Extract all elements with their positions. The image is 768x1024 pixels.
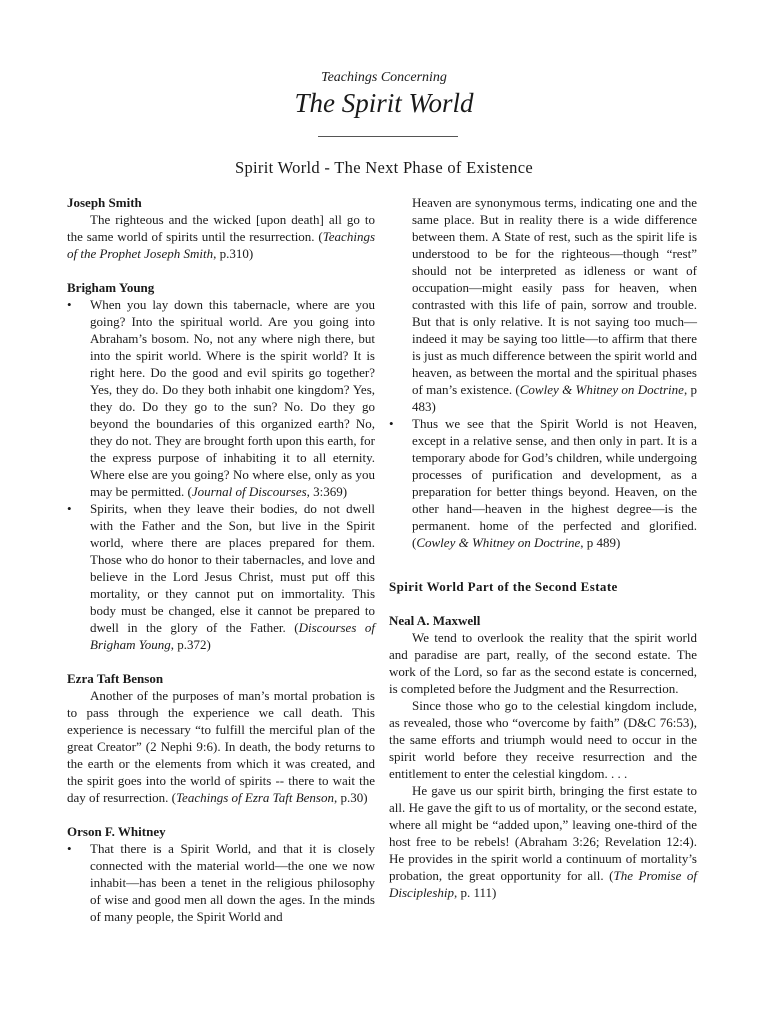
title-divider [318, 136, 458, 137]
citation: Cowley & Whitney on Doctrine [416, 535, 581, 550]
bullet-icon: • [67, 841, 72, 856]
quote-ezra-taft-benson: Another of the purposes of man’s mortal probation is to pass through the experience we call death. This experience is necessary “to fulfill the merciful plan of the great Creator” (2 Nephi 9:6). In death, the body returns to the earth or the elements from which it was created, and the spirit goes into the world of spirits -- there to wait the day of resurrection. (Teachings of Ezra Taft Benson, p.30) [67, 688, 375, 805]
citation: Teachings of Ezra Taft Benson [176, 790, 334, 805]
author-joseph-smith: Joseph Smith [67, 195, 142, 210]
author-neal-maxwell: Neal A. Maxwell [389, 613, 481, 628]
bullet-icon: • [67, 297, 72, 312]
supertitle: Teachings Concerning [321, 70, 447, 85]
right-column [389, 194, 697, 901]
author-brigham-young: Brigham Young [67, 280, 155, 295]
quote-neal-maxwell-3: He gave us our spirit birth, bringing the first estate to all. He gave the gift to us of mortality, or the second estate, where all might be “added upon,” leaving one-third of the host free to be rebels! (Abraham 3:26; Revelation 12:4). He provides in the spirit world a continuum of mortality’s probation, the great opportunity for all. (The Promise of Discipleship, p. 111) [389, 783, 697, 900]
quote-neal-maxwell-1: We tend to overlook the reality that the spirit world and paradise are part, really, of the second estate. The work of the Lord, so far as the second estate is concerned, is completed before the Judgment and the Resurrection. [389, 630, 697, 696]
section-heading-second-estate: Spirit World Part of the Second Estate [389, 579, 618, 594]
left-column [67, 194, 375, 925]
quote-neal-maxwell-2: Since those who go to the celestial kingdom include, as revealed, those who “overcome by faith” (D&C 76:53), the same efforts and triumph would need to occur in the spirit world before they receive resurrection and the entitlement to enter the celestial kingdom. . . . [389, 698, 697, 781]
citation: Cowley & Whitney on Doctrine [519, 382, 684, 397]
page-title: The Spirit World [294, 88, 474, 118]
quote-orson-whitney-1: • That there is a Spirit World, and that it is closely connected with the material world—the one we now inhabit—has been a tenet in the religious philosophy of wise and good men all down the ages. In the minds of many people, the Spirit World and [67, 841, 375, 924]
citation: Teachings of the Prophet Joseph Smith [67, 229, 375, 261]
section-title: Spirit World - The Next Phase of Existence [235, 158, 533, 177]
quote-joseph-smith: The righteous and the wicked [upon death] all go to the same world of spirits until the resurrection. (Teachings of the Prophet Joseph Smith, p.310) [67, 212, 375, 261]
bullet-icon: • [389, 416, 394, 431]
quote-brigham-young-2: • Spirits, when they leave their bodies, do not dwell with the Father and the Son, but live in the Spirit world, where there are places prepared for them. Those who do honor to their tabernacles, and love and believe in the Lord Jesus Christ, must put off this mortality, or they cannot put on immortality. This body must be changed, else it cannot be prepared to dwell in the glory of the Father. (Discourses of Brigham Young, p.372) [67, 501, 375, 652]
bullet-icon: • [67, 501, 72, 516]
citation: Discourses of Brigham Young [90, 620, 375, 652]
citation: Journal of Discourses [191, 484, 307, 499]
author-ezra-taft-benson: Ezra Taft Benson [67, 671, 164, 686]
quote-orson-whitney-2: • Thus we see that the Spirit World is not Heaven, except in a relative sense, and then only in part. It is a temporary abode for God’s children, while undergoing processes of purification and development, as a preparation for better things beyond. Heaven, on the other hand—heaven in the highest degree—is the permanent. home of the perfected and glorified. (Cowley & Whitney on Doctrine, p 489) [389, 416, 697, 550]
quote-brigham-young-1: • When you lay down this tabernacle, where are you going? Into the spiritual world. Are you going into Abraham’s bosom. No, not any where nigh there, but into the spirit world. Where is the spirit world? It is right here. Do the good and evil spirits go together? Yes, they do. Do they both inhabit one kingdom? Yes, they do. Do they go to the sun? No. Do they go beyond the boundaries of this organized earth? No, they do not. They are brought forth upon this earth, for the express purpose of inhabiting it to all eternity. Where else are you going? No where else, only as you may be permitted. (Journal of Discourses, 3:369) [67, 297, 375, 499]
quote-orson-whitney-1-continued: Heaven are synonymous terms, indicating one and the same place. But in reality there is a wide difference between them. A State of rest, such as the spirit life is understood to be for the righteous—though “rest” should not be interpreted as idleness or want of occupation—might easily pass for heaven, when contrasted with this life of pain, sorrow and trouble. But that is only relative. It is not saying too much—indeed it may be saying too little—to affirm that there is just as much difference between the spirit world and heaven, as between the mortal and the spiritual phases of man’s existence. (Cowley & Whitney on Doctrine, p 483) [412, 195, 697, 414]
author-orson-whitney: Orson F. Whitney [67, 824, 166, 839]
citation: The Promise of Discipleship [389, 868, 697, 900]
